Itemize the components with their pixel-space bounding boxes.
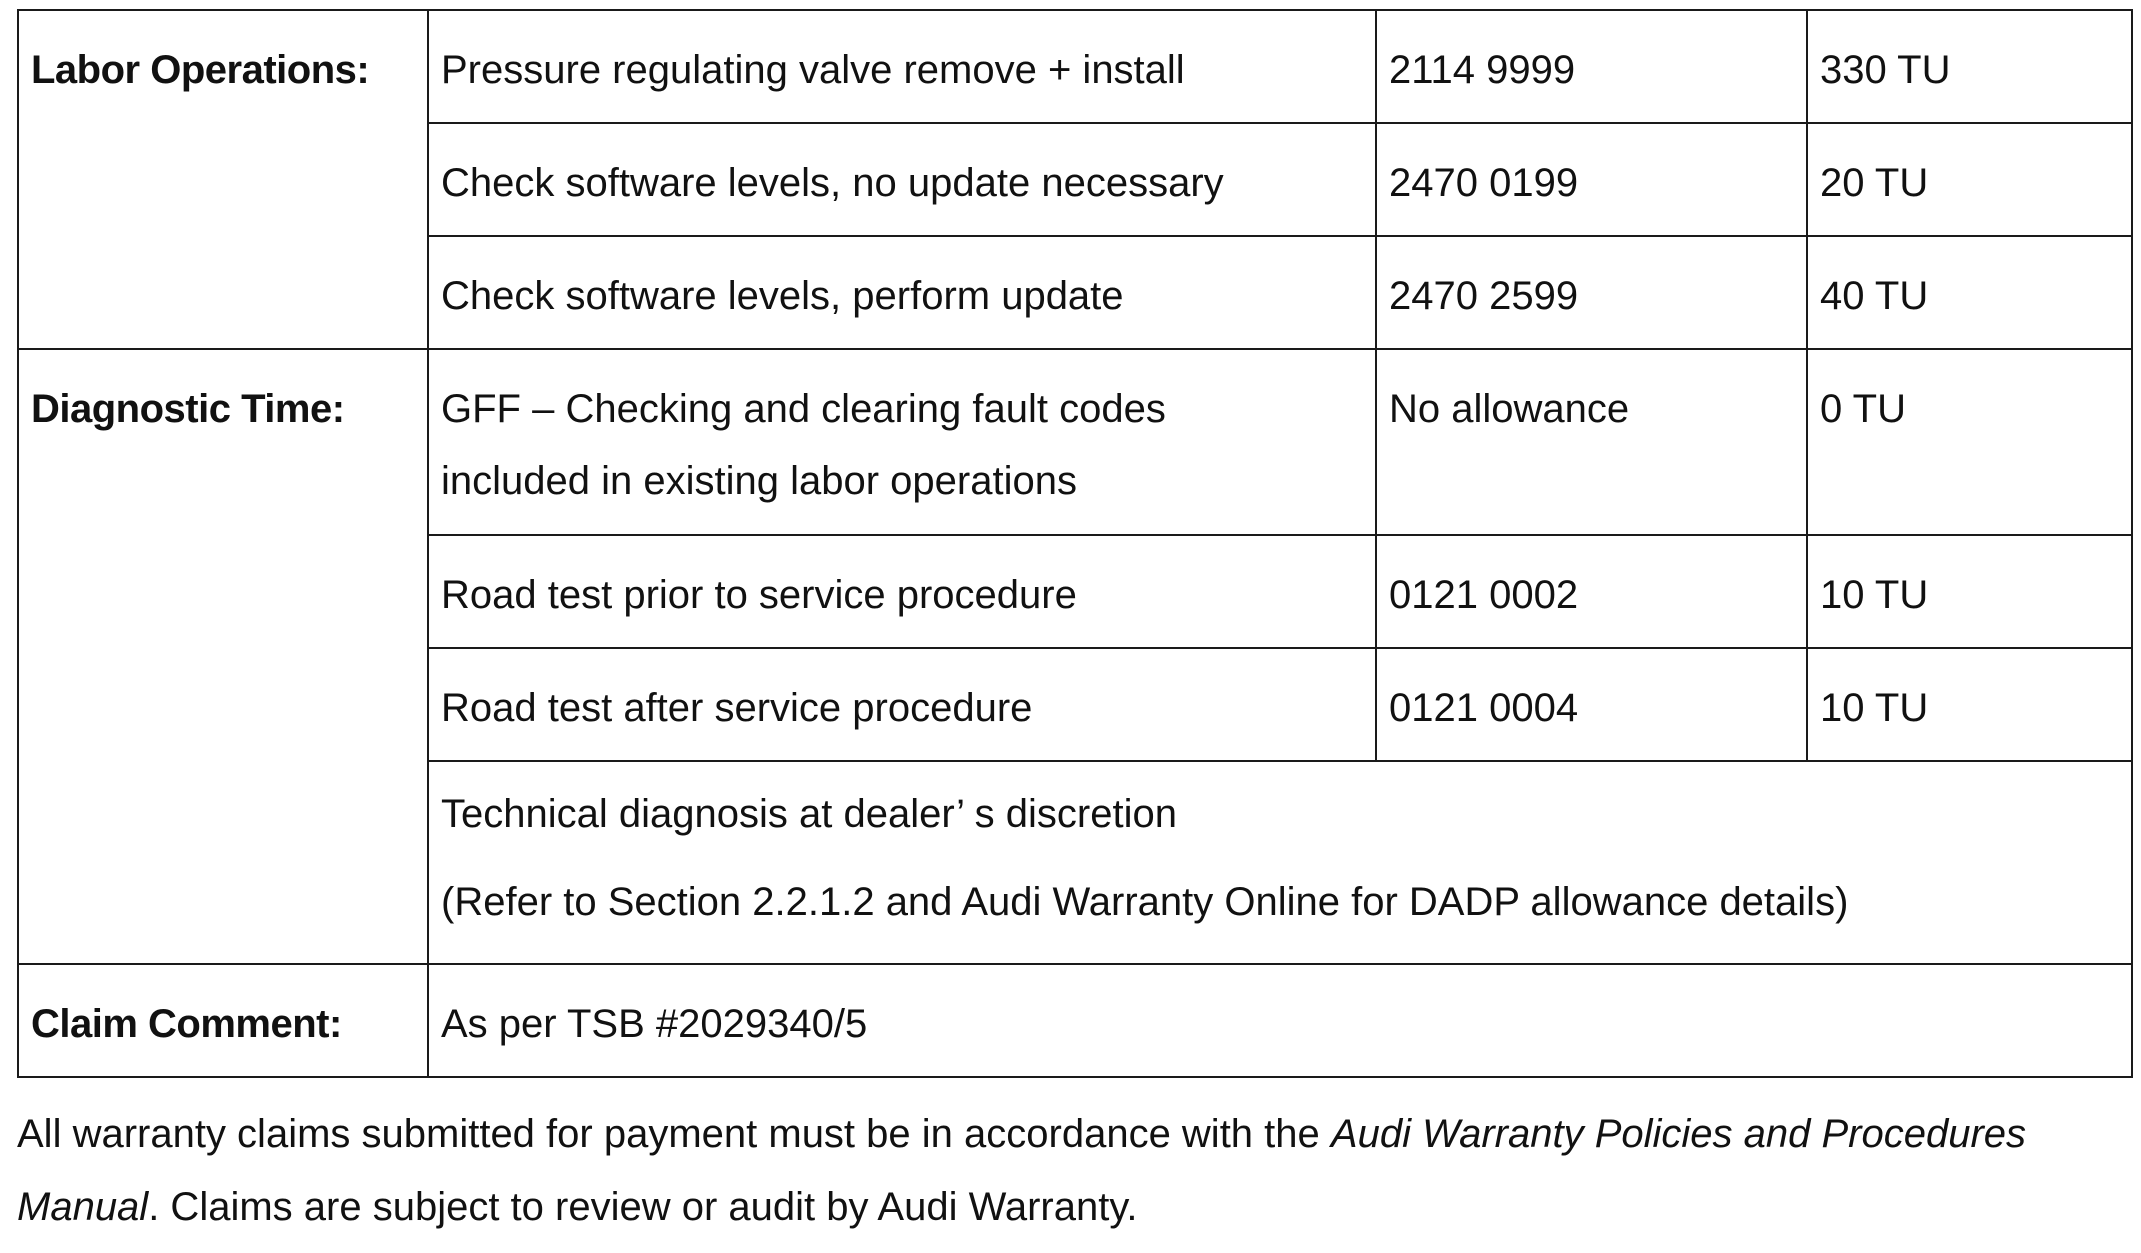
- operation-description: Road test prior to service procedure: [428, 535, 1376, 648]
- operation-description: Pressure regulating valve remove + install: [428, 10, 1376, 123]
- operation-code: 2470 2599: [1376, 236, 1807, 349]
- table-row: [18, 349, 2132, 535]
- gff-description-line-1: GFF – Checking and clearing fault codes: [441, 387, 1166, 431]
- time-units: 10 TU: [1807, 535, 2132, 648]
- operation-code: 2470 0199: [1376, 123, 1807, 236]
- operation-code: No allowance: [1376, 349, 1807, 535]
- section-label-labor-operations: Labor Operations:: [18, 10, 428, 349]
- time-units: 10 TU: [1807, 648, 2132, 761]
- section-label-diagnostic-time: Diagnostic Time:: [18, 349, 428, 964]
- operation-code: 0121 0004: [1376, 648, 1807, 761]
- warranty-footnote: [17, 1098, 2131, 1244]
- footnote-suffix: . Claims are subject to review or audit by Audi Warranty.: [148, 1185, 1138, 1229]
- claim-comment-text: As per TSB #2029340/5: [428, 964, 2132, 1077]
- operation-description: [428, 349, 1376, 535]
- time-units: 20 TU: [1807, 123, 2132, 236]
- operation-description: Check software levels, no update necessary: [428, 123, 1376, 236]
- section-label-claim-comment: Claim Comment:: [18, 964, 428, 1077]
- time-units: 40 TU: [1807, 236, 2132, 349]
- time-units: 0 TU: [1807, 349, 2132, 535]
- footnote-prefix: All warranty claims submitted for payment must be in accordance with the: [17, 1112, 1331, 1156]
- operation-description: Check software levels, perform update: [428, 236, 1376, 349]
- operation-code: 0121 0002: [1376, 535, 1807, 648]
- gff-description-line-2: included in existing labor operations: [441, 459, 1077, 503]
- labor-operations-table: [17, 9, 2133, 1078]
- operation-description: Road test after service procedure: [428, 648, 1376, 761]
- operation-code: 2114 9999: [1376, 10, 1807, 123]
- table-row: [18, 964, 2132, 1077]
- technical-diagnosis-cell: [428, 761, 2132, 964]
- table-row: [18, 10, 2132, 123]
- time-units: 330 TU: [1807, 10, 2132, 123]
- technical-diagnosis-text: Technical diagnosis at dealer’ s discretion: [441, 792, 1177, 836]
- manual-title: Audi Warranty Policies and Procedures Manual: [17, 1112, 2027, 1229]
- technical-diagnosis-reference: (Refer to Section 2.2.1.2 and Audi Warranty Online for DADP allowance details): [441, 880, 1849, 924]
